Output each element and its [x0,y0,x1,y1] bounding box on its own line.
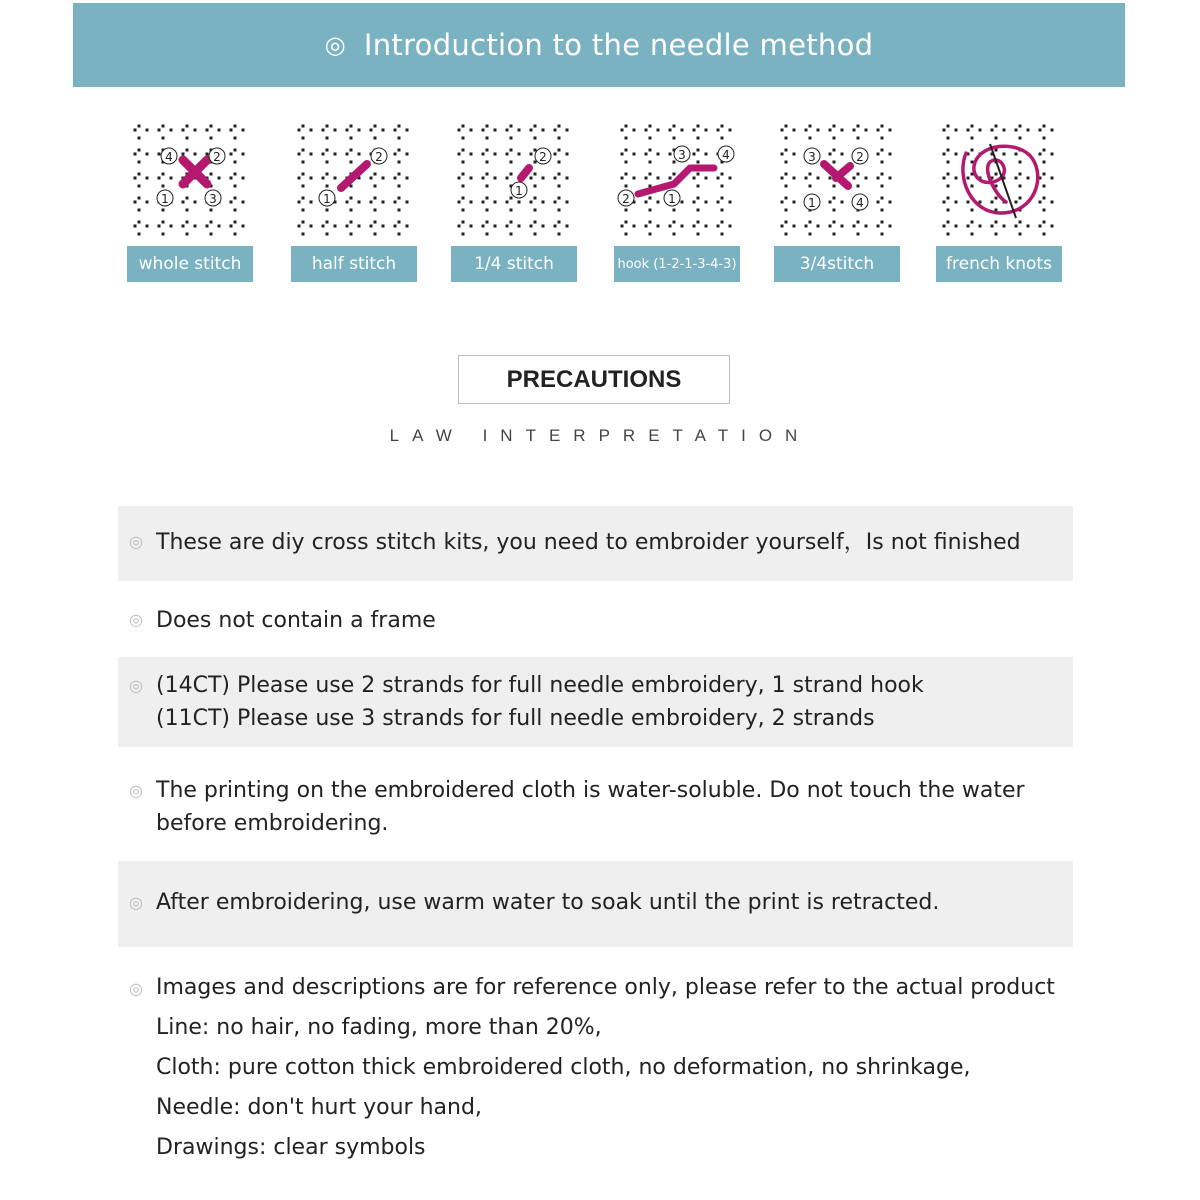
stitch-number: 2 [213,150,221,164]
item-line: Needle: don't hurt your hand, [156,1095,482,1120]
item-line: After embroidering, use warm water to soak until the print is retracted. [156,890,940,915]
precaution-item [118,657,1073,747]
stitch-number: 2 [375,150,383,164]
banner-title: Introduction to the needle method [363,28,874,62]
stitch-french-knots [936,118,1086,288]
bullet-icon: ◎ [129,893,143,912]
stitch-number: 1 [161,192,169,206]
stitch-number: 1 [323,192,331,206]
item-line: before embroidering. [156,811,389,836]
bullet-icon: ◎ [324,31,346,59]
item-line: The printing on the embroidered cloth is water-soluble. Do not touch the water [156,778,1025,803]
precaution-item [118,968,1073,1168]
stitch-three-quarter [774,118,924,288]
stitch-number: 3 [678,148,686,162]
title-banner [73,3,1125,87]
stitch-number: 4 [856,196,864,210]
item-line: Images and descriptions are for reference only, please refer to the actual product [156,975,1055,1000]
stitch-half [291,118,441,288]
stitch-number: 2 [539,150,547,164]
precaution-item [118,861,1073,947]
stitch-label: hook (1-2-1-3-4-3) [614,246,740,282]
hook-stitch-diagram [614,118,740,238]
stitch-number: 3 [209,192,217,206]
stitch-number: 4 [722,148,730,162]
precaution-item [118,586,1073,656]
stitch-label: whole stitch [127,246,253,282]
half-stitch-diagram [291,118,417,238]
stitch-label: half stitch [291,246,417,282]
bullet-icon: ◎ [129,676,143,695]
item-line: (11CT) Please use 3 strands for full needle embroidery, 2 strands [156,706,875,731]
stitch-number: 2 [856,150,864,164]
item-line: Cloth: pure cotton thick embroidered cloth, no deformation, no shrinkage, [156,1055,971,1080]
bullet-icon: ◎ [129,532,143,551]
quarter-stitch-diagram [451,118,577,238]
stitch-label: 3/4stitch [774,246,900,282]
precautions-subtitle: LAW INTERPRETATION [389,426,811,445]
item-line: Does not contain a frame [156,608,436,633]
stitch-whole [127,118,277,288]
stitch-number: 1 [515,184,523,198]
item-line: Drawings: clear symbols [156,1135,426,1160]
item-line: These are diy cross stitch kits, you need to embroider yourself，Is not finished [156,530,1021,555]
stitch-number: 1 [668,192,676,206]
item-line: (14CT) Please use 2 strands for full needle embroidery, 1 strand hook [156,673,924,698]
stitch-quarter [451,118,601,288]
stitch-number: 3 [808,150,816,164]
stitch-label: 1/4 stitch [451,246,577,282]
stitch-number: 4 [165,150,173,164]
whole-stitch-diagram [127,118,253,238]
stitch-number: 1 [808,196,816,210]
item-line: Line: no hair, no fading, more than 20%, [156,1015,602,1040]
three-quarter-stitch-diagram [774,118,900,238]
stitch-number: 2 [622,192,630,206]
precaution-item [118,506,1073,581]
bullet-icon: ◎ [129,610,143,629]
precautions-title: PRECAUTIONS [458,355,730,404]
bullet-icon: ◎ [129,781,143,800]
stitch-label: french knots [936,246,1062,282]
stitch-hook [614,118,764,288]
french-knots-diagram [936,118,1062,238]
bullet-icon: ◎ [129,979,143,998]
precaution-item [118,760,1073,850]
